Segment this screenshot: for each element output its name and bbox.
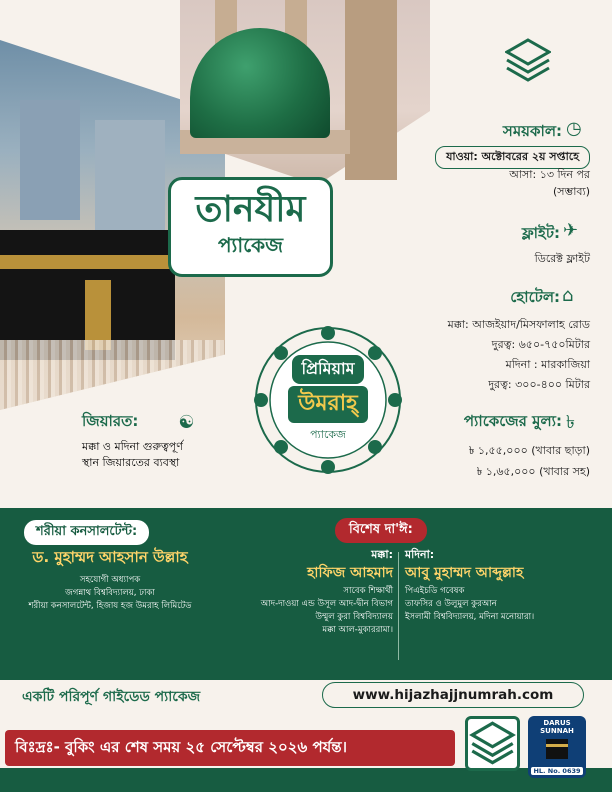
- schedule-note: (সম্ভাব্য): [552, 185, 590, 198]
- dai-madinah-l2: তাফসির ও উলুমুল কুরআন: [405, 599, 497, 609]
- consultant-role2: জগন্নাথ বিশ্ববিদ্যালয়, ঢাকা: [65, 588, 155, 598]
- website-link[interactable]: www.hijazhajjnumrah.com: [322, 682, 584, 708]
- clock-icon: ◷: [566, 118, 582, 139]
- consultant-role1: সহযোগী অধ্যাপক: [79, 575, 141, 585]
- hotel-madinah: মদিনা : মারকাজিয়া: [505, 358, 590, 371]
- ziarat-text2: স্থান জিয়ারতের ব্যবস্থা: [82, 456, 180, 469]
- book-logo-icon: [505, 38, 551, 84]
- hotel-makkah: মক্কা: আজইয়াদ/মিসফালাহ রোড: [447, 318, 590, 331]
- medallion-line2: উমরাহ্: [288, 386, 367, 423]
- flight-heading: ফ্লাইট:: [521, 224, 560, 242]
- prayer-icon: ☯: [178, 412, 195, 433]
- dai-makkah-name: হাফিজ আহমাদ: [307, 565, 393, 581]
- schedule-return: আসা: ১৩ দিন পর: [509, 168, 590, 181]
- booking-notice: বিঃদ্রঃ- বুকিং এর শেষ সময় ২৫ সেপ্টেম্বর ২০২৬ পর্যন্ত।: [5, 730, 455, 766]
- airplane-icon: ✈: [563, 220, 579, 241]
- medallion-text: [253, 325, 403, 475]
- dai-tag: বিশেষ দা'ঈ:: [335, 518, 427, 543]
- medallion-line3: প্যাকেজ: [310, 428, 346, 441]
- license-number: HL. No. 0639: [531, 767, 583, 775]
- consultant-name: ড. মুহাম্মদ আহসান উল্লাহ: [32, 548, 188, 566]
- footer-strip: [0, 768, 612, 792]
- dai-madinah-name: আবু মুহাম্মদ আব্দুল্লাহ: [405, 565, 524, 581]
- medallion-line1: প্রিমিয়াম: [292, 355, 365, 384]
- dai-makkah-label: মক্কা:: [371, 548, 393, 561]
- kaaba-band: [0, 255, 175, 269]
- dai-madinah-l3: ইসলামী বিশ্ববিদ্যালয়, মদিনা মনোয়ারা।: [405, 612, 535, 622]
- hotel-heading: হোটেল:: [510, 288, 560, 306]
- company-logo-badge: [465, 716, 520, 771]
- minaret-image: [345, 0, 397, 180]
- dai-makkah-l1: সাবেক শিক্ষার্থী: [343, 586, 393, 596]
- ziarat-heading: জিয়ারত:: [82, 412, 139, 430]
- kaaba-icon: [528, 735, 586, 765]
- taka-icon: ৳: [566, 412, 575, 433]
- dai-makkah-l2: আদ-দাওয়া এন্ড উসূল আদ-দ্বীন বিভাগ: [260, 599, 393, 609]
- consultant-tag: শরীয়া কনসালটেন্ট:: [24, 520, 149, 545]
- dai-madinah-label: মদিনা:: [405, 548, 435, 561]
- ziarat-block: [82, 410, 232, 471]
- brand-logo: [168, 177, 333, 277]
- tower-image: [95, 120, 165, 230]
- brand-sub: প্যাকেজ: [217, 232, 284, 257]
- hotel-madinah-distance: দুরত্ব: ৩০০-৪০০ মিটার: [488, 378, 590, 391]
- book-logo-icon: [468, 719, 517, 768]
- license-badge: [528, 716, 586, 778]
- schedule-heading: সময়কাল:: [502, 122, 562, 140]
- flight-value: ডিরেক্ট ফ্লাইট: [534, 252, 590, 265]
- dai-makkah-l3: উম্মুল কুরা বিশ্ববিদ্যালয়: [315, 612, 393, 622]
- dai-divider: [398, 552, 399, 660]
- dai-madinah-l1: পিএইচডি গবেষক: [405, 586, 465, 596]
- price-with-food: ৳ ১,৬৫,০০০ (খাবার সহ): [476, 465, 590, 478]
- tower-image: [20, 100, 80, 220]
- consultant-role3: শরীয়া কনসালটেন্ট, হিজায হজ উমরাহ লিমিটেড: [28, 601, 192, 611]
- price-heading: প্যাকেজের মুল্য:: [463, 412, 562, 430]
- price-without-food: ৳ ১,৫৫,০০০ (খাবার ছাড়া): [468, 444, 590, 457]
- schedule-depart: যাওয়া: অক্টোবরের ২য় সপ্তাহে: [435, 146, 590, 169]
- dai-makkah-l4: মক্কা আল-মুকাররামা।: [322, 625, 393, 635]
- hotel-makkah-distance: দুরত্ব: ৬৫০-৭৫০মিটার: [491, 338, 590, 351]
- badge-title: DARUS SUNNAH: [540, 719, 574, 735]
- hotel-icon: ⌂: [562, 285, 574, 306]
- brand-name: তানযীম: [195, 187, 306, 230]
- guided-package-text: একটি পরিপূর্ণ গাইডেড প্যাকেজ: [22, 689, 201, 705]
- ziarat-text1: মক্কা ও মদিনা গুরুত্বপূর্ণ: [82, 440, 183, 453]
